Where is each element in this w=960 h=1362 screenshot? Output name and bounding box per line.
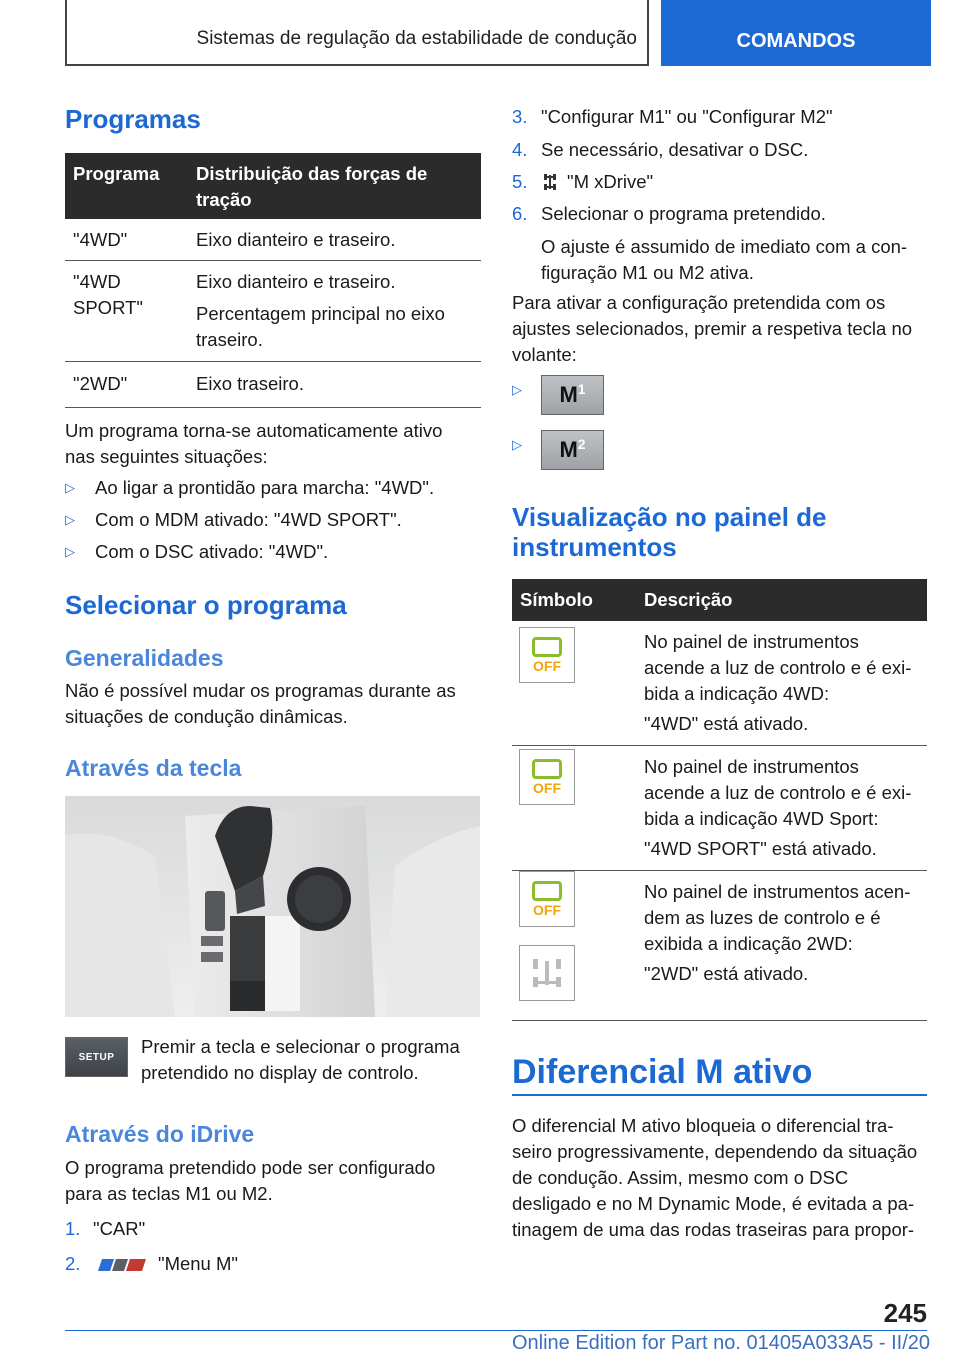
program-table: [65, 153, 481, 408]
step-text: "Configurar M1" ou "Configurar M2": [541, 106, 833, 127]
symbol-status: "4WD SPORT" está ativado.: [644, 838, 877, 859]
step-text: "Menu M": [158, 1253, 238, 1274]
table-row: [65, 261, 481, 362]
axle-icon: [527, 953, 567, 993]
2wd-indicator-icon: [519, 945, 575, 1001]
table-row: [65, 219, 481, 261]
triangle-bullet-icon: ▷: [512, 437, 522, 452]
list-item: [512, 432, 542, 458]
subheading-key: Através da tecla: [65, 755, 242, 781]
symbol-table-header-description: Descrição: [636, 579, 927, 621]
program-name: "2WD": [65, 362, 188, 408]
program-name: "4WD": [65, 219, 188, 261]
header-tab[interactable]: [661, 0, 931, 66]
program-desc: Eixo dianteiro e traseiro.: [188, 219, 481, 261]
list-item: ▷ Com o MDM ativado: "4WD SPORT".: [65, 507, 402, 533]
subheading-idrive: Através do iDrive: [65, 1121, 255, 1147]
step-text: Selecionar o programa pretendido.: [541, 203, 826, 224]
general-text: Não é possível mudar os programas durante as situações de condução dinâmicas.: [65, 680, 456, 727]
step-number: 6.: [512, 203, 528, 224]
program-table-header-distribution: Distribuição das forças de tração: [188, 153, 481, 219]
xdrive-icon: [541, 172, 559, 192]
subheading-general: Generalidades: [65, 645, 224, 671]
center-console-photo: [65, 796, 480, 1017]
heading-underline: [512, 1094, 927, 1096]
table-row: [65, 362, 481, 408]
program-name: "4WD SPORT": [73, 271, 143, 318]
symbol-table-header-symbol: Símbolo: [512, 579, 636, 621]
header-title: Sistemas de regulação da estabilidade de condução: [196, 28, 637, 49]
triangle-bullet-icon: ▷: [512, 382, 522, 397]
step6-note: O ajuste é assumido de imediato com a configuração M1 ou M2 ativa.: [541, 236, 908, 283]
dsc-off-indicator-icon: OFF: [519, 749, 575, 805]
step-number: 1.: [65, 1218, 81, 1239]
list-item: [512, 377, 542, 403]
program-desc: Percentagem principal no eixo traseiro.: [196, 303, 445, 350]
symbol-desc: No painel de instrumentos acendem as luzes de controlo e é exibida a indicação 2WD:: [644, 881, 911, 954]
symbol-status: "4WD" está ativado.: [644, 713, 809, 734]
differential-text: O diferencial M ativo bloqueia o diferencial traseiro progressivamente, dependendo da situação de condução. Assim, mesmo com o DSC desligado e no M Dynamic Mode, é evitada a patinagem de uma das rodas traseiras para propor-: [512, 1115, 918, 1240]
section-heading-display: Visualização no painel de instrumentos: [512, 502, 827, 562]
triangle-bullet-icon: ▷: [65, 512, 75, 527]
footer-edition: Online Edition for Part no. 01405A033A5 - II/20: [511, 1332, 930, 1354]
symbol-desc: No painel de instrumentos acende a luz de controlo e é exibida a indicação 4WD Sport:: [644, 756, 912, 829]
step-number: 2.: [65, 1253, 81, 1274]
idrive-text: O programa pretendido pode ser configurado para as teclas M1 ou M2.: [65, 1157, 436, 1204]
m-menu-icon: [96, 1257, 148, 1273]
symbol-desc: No painel de instrumentos acende a luz de controlo e é exibida a indicação 4WD:: [644, 631, 912, 704]
step-text: "M xDrive": [567, 171, 654, 192]
section-heading-select: Selecionar o programa: [65, 590, 347, 620]
page-number: 245: [883, 1298, 927, 1328]
step-number: 4.: [512, 139, 528, 160]
program-desc: Eixo traseiro.: [188, 362, 481, 408]
list-item: ▷ Ao ligar a prontidão para marcha: "4WD".: [65, 475, 434, 501]
step-number: 5.: [512, 171, 528, 192]
list-item: ▷ Com o DSC ativado: "4WD".: [65, 539, 328, 565]
program-table-header-program: Programa: [65, 153, 188, 219]
symbol-status: "2WD" está ativado.: [644, 963, 809, 984]
dsc-off-indicator-icon: OFF: [519, 871, 575, 927]
step-number: 3.: [512, 106, 528, 127]
triangle-bullet-icon: ▷: [65, 480, 75, 495]
footer-line: [65, 1330, 927, 1331]
m1-key-icon: M 1: [541, 375, 604, 415]
triangle-bullet-icon: ▷: [65, 544, 75, 559]
program-desc: Eixo dianteiro e traseiro.: [196, 271, 396, 292]
setup-text: Premir a tecla e selecionar o programa pretendido no display de controlo.: [141, 1036, 460, 1083]
step-text: "CAR": [93, 1218, 146, 1239]
section-heading-programs: Programas: [65, 104, 201, 134]
section-heading-differential: Diferencial M ativo: [512, 1053, 813, 1091]
dsc-off-indicator-icon: OFF: [519, 627, 575, 683]
step-text: Se necessário, desativar o DSC.: [541, 139, 809, 160]
setup-key-icon: SETUP: [65, 1037, 128, 1077]
auto-intro-text: Um programa torna-se automaticamente ativo nas seguintes situações:: [65, 420, 443, 467]
activate-text: Para ativar a configuração pretendida com os ajustes selecionados, premir a respetiva tecla no volante:: [512, 292, 913, 365]
m2-key-icon: M 2: [541, 430, 604, 470]
header-tab-label: COMANDOS: [736, 30, 856, 52]
